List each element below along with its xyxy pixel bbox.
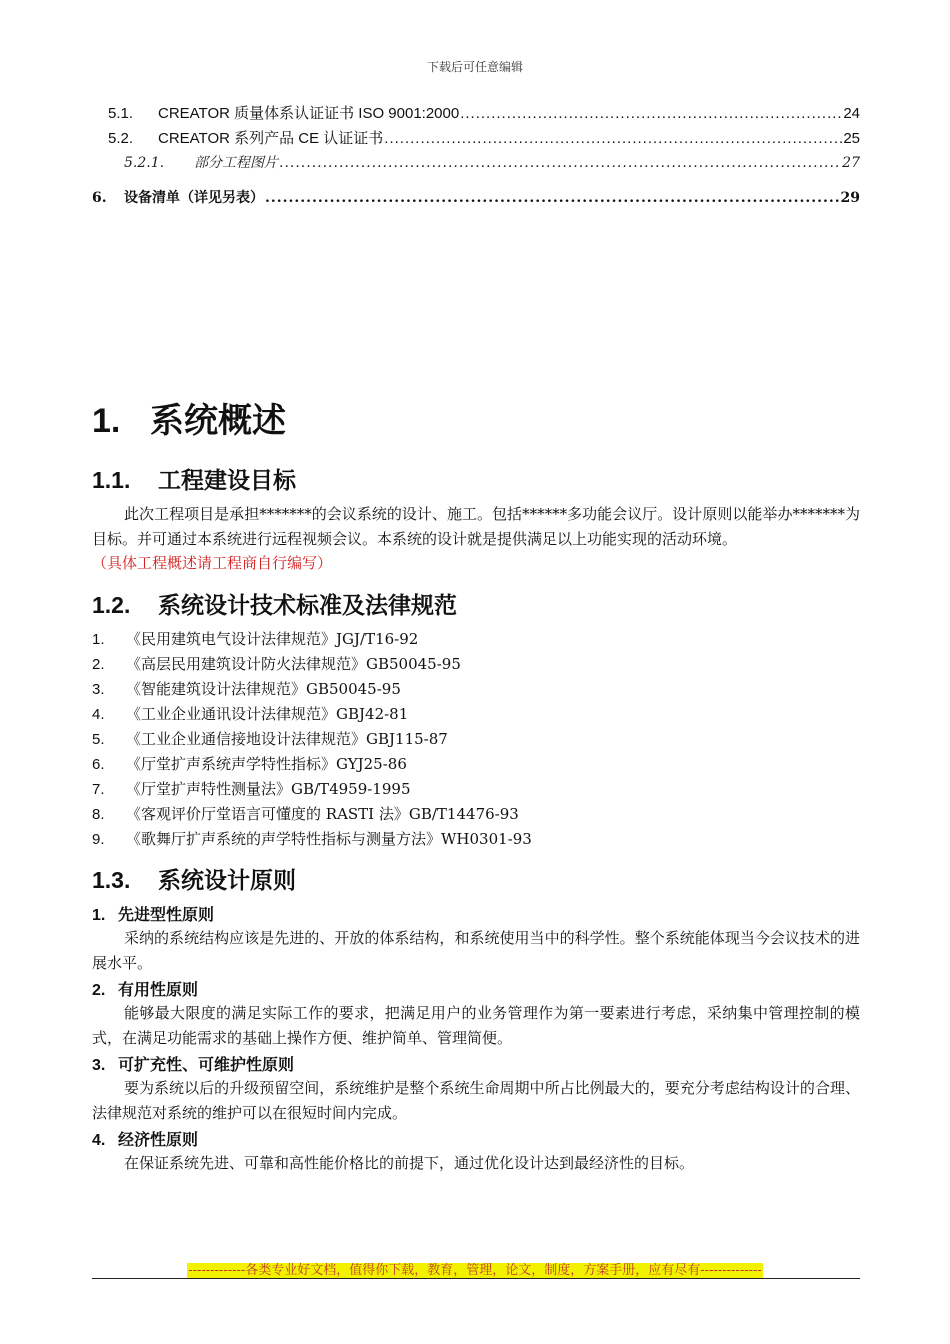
- list-item: 6. 《厅堂扩声系统声学特性指标》GYJ25-86: [92, 755, 407, 773]
- principle-body-2: 能够最大限度的满足实际工作的要求，把满足用户的业务管理作为第一要素进行考虑，采纳集中管理控制的模式，在满足功能需求的基础上操作方便、维护简单、管理简便。: [92, 1004, 860, 1047]
- toc-page: 25: [843, 130, 860, 147]
- list-item: 4. 《工业企业通讯设计法律规范》GBJ42-81: [92, 705, 409, 723]
- section-heading-1-3: [92, 862, 296, 895]
- toc-number: 5.2.: [108, 130, 134, 147]
- principle-heading-4: 4. 经济性原则: [92, 1132, 199, 1149]
- toc-number: 5.2.1.: [124, 155, 165, 171]
- section-heading-1-1: [92, 462, 296, 495]
- toc-entry-5-2-1[interactable]: [92, 152, 860, 172]
- toc-entry-5-1[interactable]: [92, 102, 860, 123]
- standards-list: [92, 627, 532, 852]
- heading-title: 系统设计原则: [158, 867, 296, 893]
- project-goal-paragraph: 此次工程项目是承担*******的会议系统的设计、施工。包括******多功能会议厅。设计原则以能举办*******为目标。并可通过本系统进行远程视频会议。本系统的设计就是提供满足以上功能实现的活动环境。: [92, 505, 860, 548]
- heading-number: 1.1.: [92, 467, 131, 493]
- principle-body-1: 采纳的系统结构应该是先进的、开放的体系结构，和系统使用当中的科学性。整个系统能体现当今会议技术的进展水平。: [92, 929, 860, 972]
- footer-note: [0, 1259, 950, 1278]
- toc-entry-6[interactable]: [92, 187, 860, 207]
- toc-page: 29: [840, 190, 860, 206]
- heading-number: 1.2.: [92, 592, 131, 618]
- toc-title: CREATOR 质量体系认证证书 ISO 9001:2000: [158, 105, 460, 122]
- toc-leader: [265, 190, 840, 206]
- list-item: 7. 《厅堂扩声特性测量法》GB/T4959-1995: [92, 780, 411, 798]
- list-item: 2. 《高层民用建筑设计防火法律规范》GB50045-95: [92, 655, 461, 673]
- toc-page: 24: [843, 105, 860, 122]
- list-item: 3. 《智能建筑设计法律规范》GB50045-95: [92, 680, 401, 698]
- principle-heading-2: 2. 有用性原则: [92, 982, 199, 999]
- section-heading-1: [92, 393, 286, 442]
- toc-leader: [384, 130, 842, 147]
- principle-heading-3: 3. 可扩充性、可维护性原则: [92, 1057, 295, 1074]
- footer-divider: [92, 1278, 860, 1279]
- heading-title: 系统概述: [150, 402, 286, 440]
- footer-highlight-text: -------------各类专业好文档，值得你下载，教育，管理，论文，制度，方案手册，应有尽有--------------: [188, 1263, 762, 1278]
- toc-title: CREATOR 系列产品 CE 认证证书: [158, 130, 384, 147]
- toc-leader: [279, 155, 841, 171]
- list-item: 9. 《歌舞厅扩声系统的声学特性指标与测量方法》WH0301-93: [92, 830, 532, 848]
- principle-body-4: 在保证系统先进、可靠和高性能价格比的前提下，通过优化设计达到最经济性的目标。: [124, 1154, 695, 1172]
- heading-number: 1.: [92, 402, 121, 440]
- toc-page: 27: [842, 155, 860, 171]
- list-item: 5. 《工业企业通信接地设计法律规范》GBJ115-87: [92, 730, 448, 748]
- toc-leader: [460, 105, 842, 122]
- toc-title: 部分工程图片: [194, 155, 278, 171]
- project-goal-note: （具体工程概述请工程商自行编写）: [92, 554, 333, 572]
- page-header-note: 下载后可任意编辑: [426, 60, 523, 74]
- toc-entry-5-2[interactable]: [92, 127, 860, 148]
- toc-title: 设备清单（详见另表）: [124, 190, 264, 206]
- heading-title: 系统设计技术标准及法律规范: [158, 592, 457, 618]
- heading-title: 工程建设目标: [158, 467, 296, 493]
- principle-body-3: 要为系统以后的升级预留空间，系统维护是整个系统生命周期中所占比例最大的，要充分考虑结构设计的合理、法律规范对系统的维护可以在很短时间内完成。: [92, 1079, 860, 1122]
- toc-number: 6.: [92, 190, 107, 206]
- toc-number: 5.1.: [108, 105, 134, 122]
- heading-number: 1.3.: [92, 867, 131, 893]
- list-item: 8. 《客观评价厅堂语言可懂度的 RASTI 法》GB/T14476-93: [92, 805, 519, 823]
- principle-heading-1: 1. 先进型性原则: [92, 907, 215, 924]
- list-item: 1. 《民用建筑电气设计法律规范》JGJ/T16-92: [92, 630, 419, 648]
- section-heading-1-2: [92, 587, 457, 620]
